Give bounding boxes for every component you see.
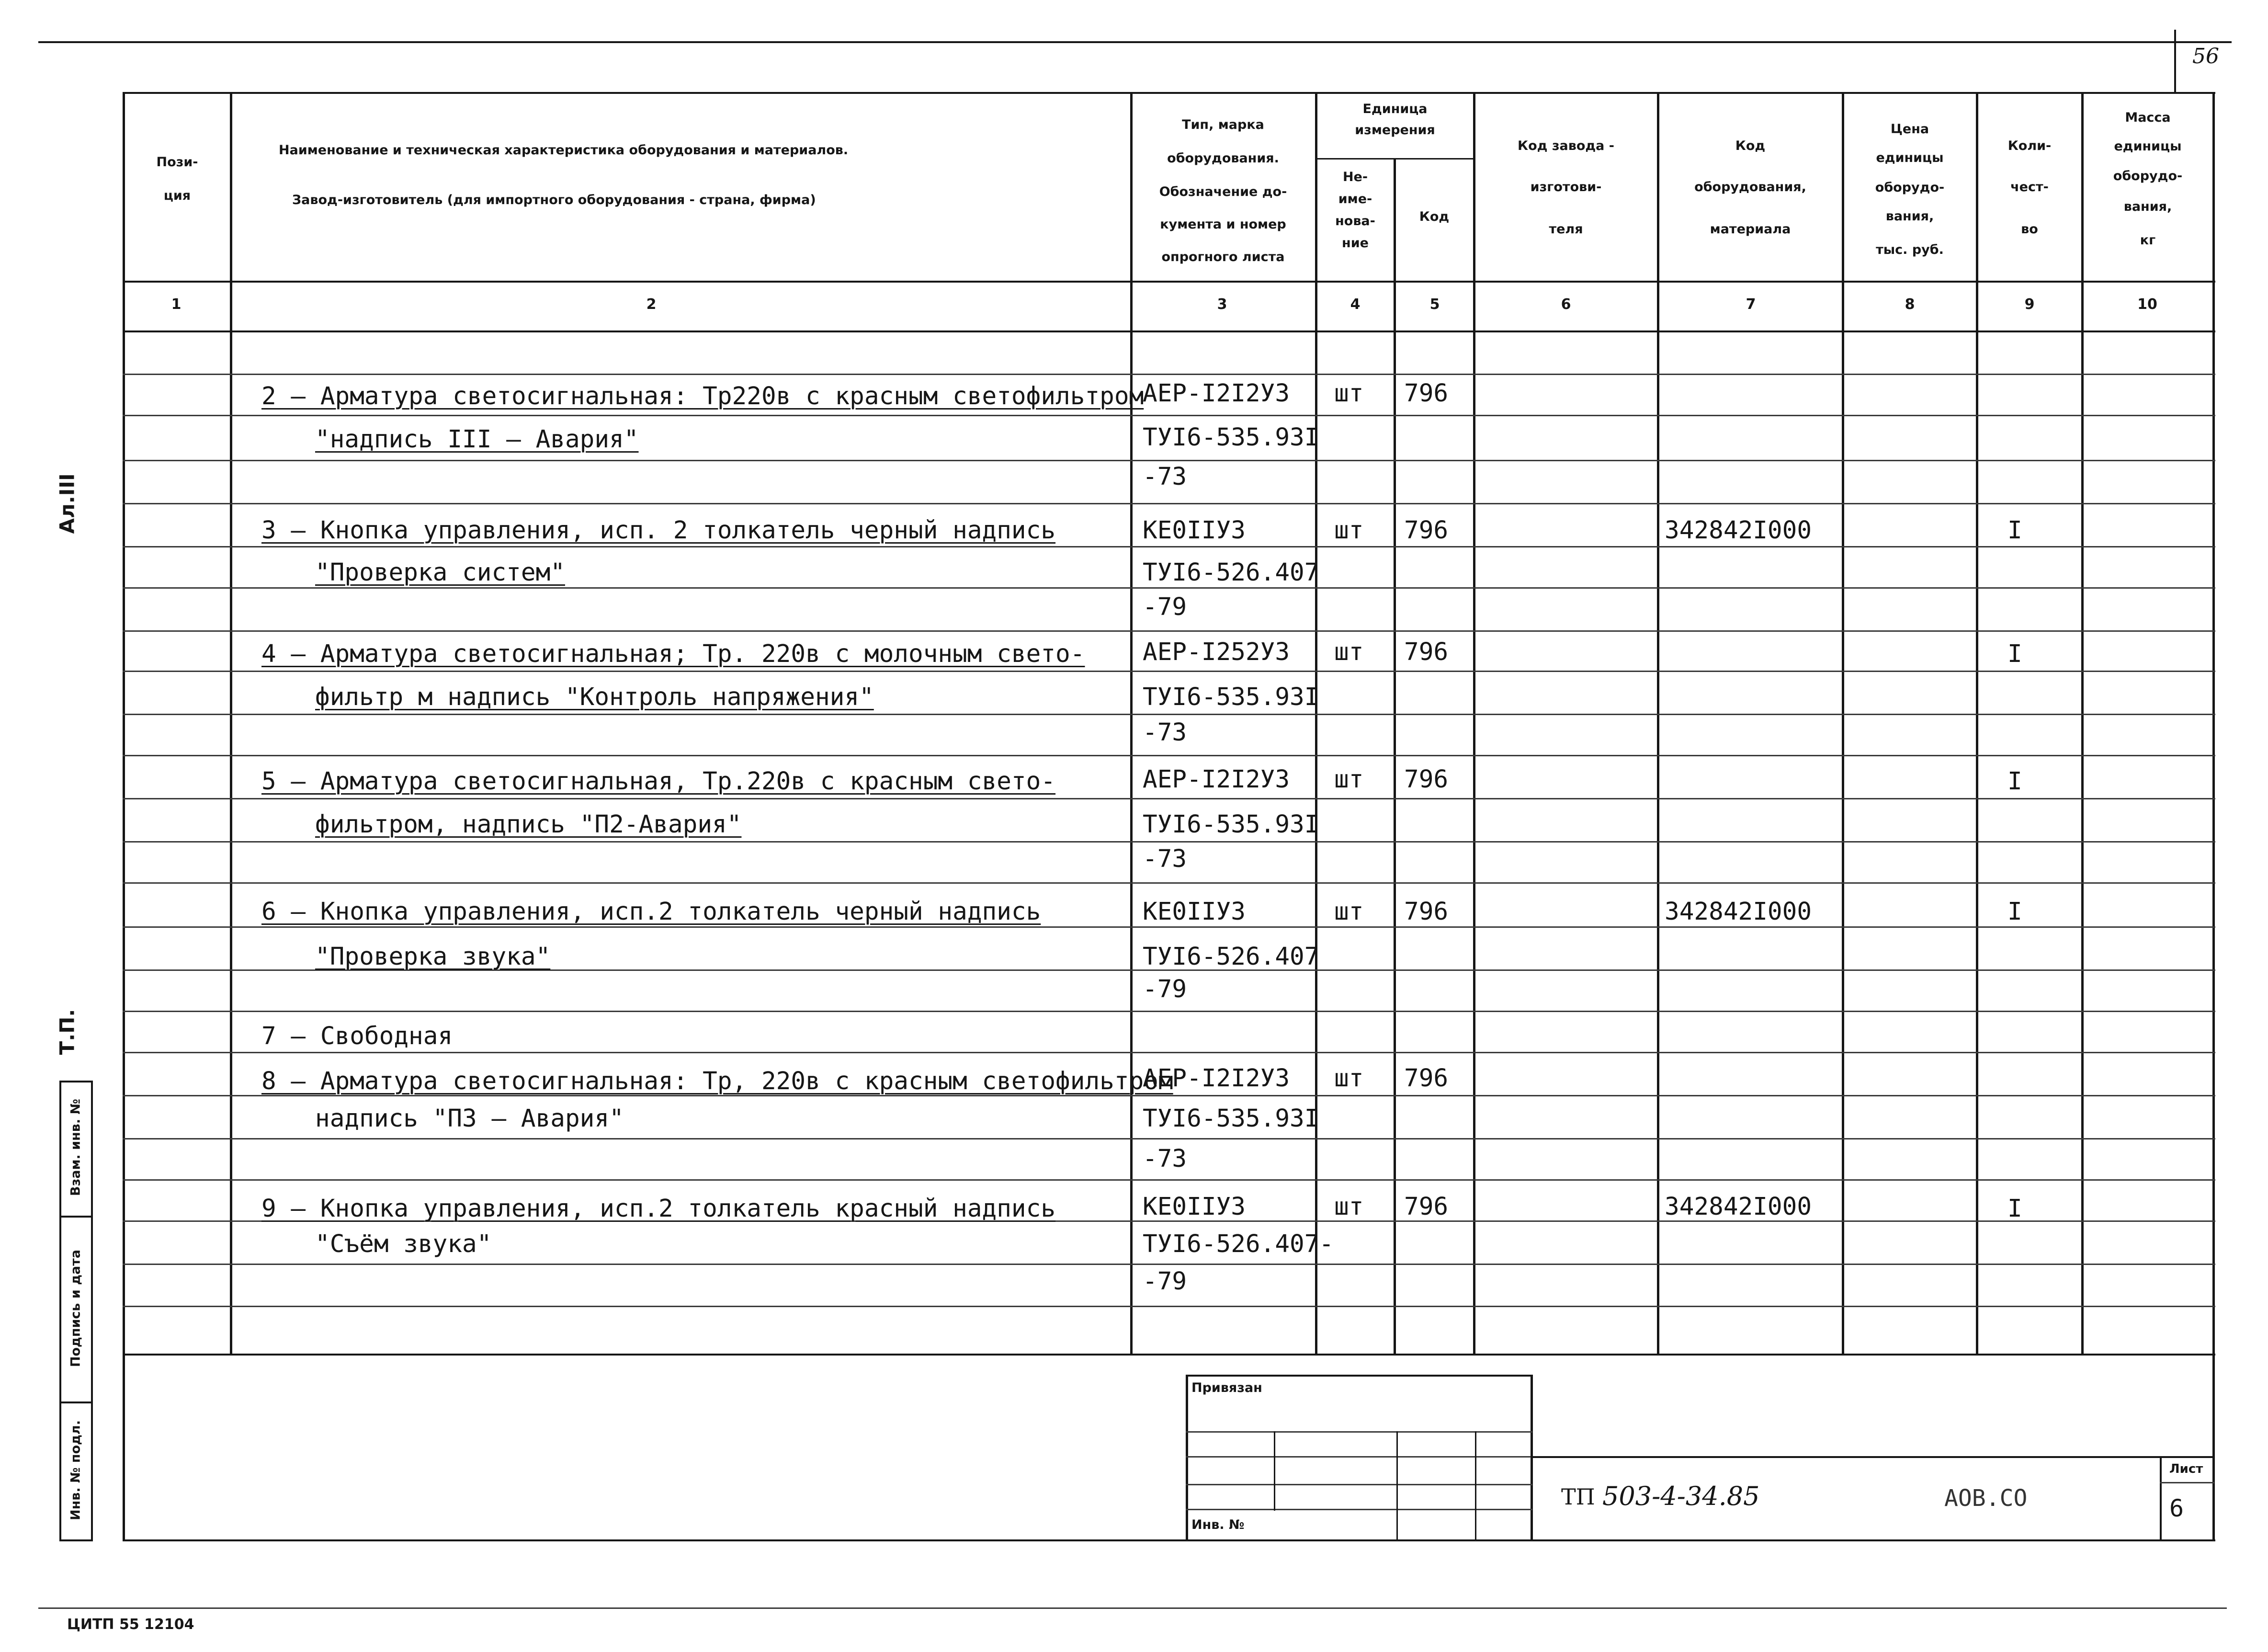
row-type: АЕР-I2I2У3 [1143, 765, 1290, 794]
row-name-line: фильтр м надпись "Контроль напряжения" [315, 683, 874, 711]
col-line-4 [1394, 158, 1396, 1356]
sheet-number: 56 [2192, 44, 2219, 68]
stamp-line [2160, 1482, 2214, 1483]
row-unit-code: 796 [1404, 1064, 1449, 1093]
doc-mark: АОВ.СО [1944, 1485, 2028, 1512]
row-name-line: 3 – Кнопка управления, исп. 2 толкатель черный надпись [261, 516, 1056, 545]
row-type: -73 [1143, 1145, 1187, 1173]
list-number: 6 [2169, 1494, 2184, 1522]
row-line [123, 714, 2215, 715]
row-name-line: 6 – Кнопка управления, исп.2 толкатель черный надпись [261, 898, 1041, 926]
row-line [123, 1306, 2215, 1307]
top-border-line [38, 41, 2232, 43]
inv-no-label: Инв. № [1191, 1517, 1245, 1532]
row-qty: I [2007, 1195, 2022, 1223]
row-unit-code: 796 [1404, 638, 1449, 666]
row-type: ТУI6-535.93I [1143, 1105, 1319, 1133]
col-line-1 [230, 92, 232, 1356]
table-top-line [123, 92, 2215, 94]
unit-group-divider [1315, 158, 1475, 160]
row-name-line: надпись "П3 – Авария" [315, 1105, 624, 1133]
col-line-2 [1130, 92, 1133, 1356]
row-name-line: 7 – Свободная [261, 1022, 453, 1050]
side-stamp-line [91, 1081, 93, 1541]
row-line [123, 671, 2215, 672]
side-stamp-line [59, 1081, 93, 1082]
row-line [123, 1011, 2215, 1012]
stamp-line [1274, 1431, 1275, 1511]
list-label: Лист [2169, 1462, 2203, 1476]
col-line-5 [1473, 92, 1475, 1356]
row-name-line: "Проверка звука" [315, 943, 551, 971]
row-type: -79 [1143, 1267, 1187, 1296]
row-line [123, 1179, 2215, 1181]
row-unit-code: 796 [1404, 379, 1449, 408]
row-line [123, 546, 2215, 547]
inv-label: Инв. № подл. [68, 1420, 83, 1520]
stamp-line [1186, 1484, 1532, 1485]
row-type: -79 [1143, 975, 1187, 1003]
row-qty: I [2007, 640, 2022, 668]
side-stamp-line [59, 1216, 93, 1218]
stamp-line [1475, 1431, 1476, 1541]
stamp-line [2160, 1456, 2162, 1541]
row-qty: I [2007, 767, 2022, 796]
row-line [123, 415, 2215, 416]
row-type: -79 [1143, 593, 1187, 621]
header-bottom-line [123, 281, 2215, 283]
col-line-10 [2212, 92, 2215, 1541]
row-name-line: 5 – Арматура светосигнальная, Тр.220в с красным свето- [261, 767, 1056, 796]
row-name-line: фильтром, надпись "П2-Авария" [315, 810, 742, 839]
row-type: -73 [1143, 718, 1187, 747]
row-equip-code: 342842I000 [1665, 516, 1812, 545]
stamp-line [1531, 1375, 1533, 1541]
row-type: ТУI6-526.407 [1143, 558, 1319, 587]
frame-bottom-line [123, 1539, 2215, 1541]
side-stamp-line [59, 1081, 61, 1541]
sheet-number-frame [2174, 30, 2176, 92]
row-unit-code: 796 [1404, 1193, 1449, 1221]
tp-label: Т.П. [55, 1009, 79, 1055]
table-bottom-line [123, 1354, 2215, 1356]
row-line [123, 460, 2215, 461]
col-line-3 [1315, 92, 1317, 1356]
row-type: АЕР-I252У3 [1143, 638, 1290, 666]
col-line-9 [2081, 92, 2084, 1356]
row-equip-code: 342842I000 [1665, 898, 1812, 926]
row-type: -73 [1143, 463, 1187, 491]
row-type: -73 [1143, 845, 1187, 873]
row-name-line: "надпись III – Авария" [315, 425, 639, 454]
row-line [123, 841, 2215, 843]
stamp-line [1186, 1375, 1188, 1541]
col-line-0 [123, 92, 125, 1541]
album-label: Ал.III [55, 473, 79, 534]
row-line [123, 798, 2215, 799]
row-name-line: 2 – Арматура светосигнальная: Тр220в с красным светофильтром [261, 382, 1144, 410]
row-line [123, 630, 2215, 632]
row-line [123, 587, 2215, 589]
stamp-line [1186, 1431, 1532, 1433]
numbers-bottom-line [123, 330, 2215, 332]
row-name-line: 9 – Кнопка управления, исп.2 толкатель красный надпись [261, 1195, 1056, 1223]
footer-code: ЦИТП 55 12104 [67, 1616, 194, 1633]
stamp-line [1186, 1375, 1532, 1377]
row-name-line: 4 – Арматура светосигнальная; Тр. 220в с молочным свето- [261, 640, 1085, 668]
row-type: КЕ0IIУ3 [1143, 898, 1246, 926]
podpis-label: Подпись и дата [68, 1249, 83, 1367]
row-unit-code: 796 [1404, 516, 1449, 545]
footer-line [38, 1607, 2227, 1609]
row-line [123, 755, 2215, 756]
row-unit: шт [1334, 765, 1364, 794]
stamp-line [1396, 1431, 1398, 1541]
row-name-line: "Проверка систем" [315, 558, 565, 587]
stamp-line [1531, 1456, 2214, 1458]
col-line-8 [1976, 92, 1978, 1356]
row-unit-code: 796 [1404, 898, 1449, 926]
row-line [123, 882, 2215, 884]
row-unit: шт [1334, 516, 1364, 545]
row-line [123, 1138, 2215, 1139]
row-equip-code: 342842I000 [1665, 1193, 1812, 1221]
stamp-line [1186, 1509, 1532, 1510]
row-type: АЕР-I2I2У3 [1143, 1064, 1290, 1093]
row-unit: шт [1334, 638, 1364, 666]
side-stamp-line [59, 1539, 93, 1541]
stamp-line [1186, 1456, 1532, 1458]
row-qty: I [2007, 898, 2022, 926]
row-type: ТУI6-526.407- [1143, 1230, 1334, 1258]
row-type: ТУI6-535.93I [1143, 810, 1319, 839]
row-line [123, 1264, 2215, 1265]
row-unit-code: 796 [1404, 765, 1449, 794]
header-col5: Код [1419, 209, 1450, 224]
row-line [123, 503, 2215, 504]
row-type: ТУI6-526.407 [1143, 943, 1319, 971]
row-line [123, 926, 2215, 928]
row-type: АЕР-I2I2У3 [1143, 379, 1290, 408]
row-line [123, 374, 2215, 375]
row-type: ТУI6-535.93I [1143, 683, 1319, 711]
col-line-6 [1657, 92, 1659, 1356]
doc-code: 503-4-34.85 [1602, 1481, 1760, 1511]
privyazan-label: Привязан [1191, 1380, 1262, 1395]
row-type: КЕ0IIУ3 [1143, 516, 1246, 545]
row-unit: шт [1334, 1064, 1364, 1093]
row-line [123, 1052, 2215, 1053]
row-qty: I [2007, 516, 2022, 545]
row-name-line: 8 – Арматура светосигнальная: Тр, 220в с красным светофильтром [261, 1067, 1173, 1095]
row-name-line: "Съём звука" [315, 1230, 492, 1258]
row-unit: шт [1334, 379, 1364, 408]
row-type: КЕ0IIУ3 [1143, 1193, 1246, 1221]
side-stamp-line [59, 1401, 93, 1403]
row-unit: шт [1334, 1193, 1364, 1221]
doc-prefix: ТП [1561, 1484, 1595, 1510]
row-type: ТУI6-535.93I [1143, 423, 1319, 452]
col-line-7 [1842, 92, 1844, 1356]
row-unit: шт [1334, 898, 1364, 926]
vzam-label: Взам. инв. № [68, 1099, 83, 1196]
